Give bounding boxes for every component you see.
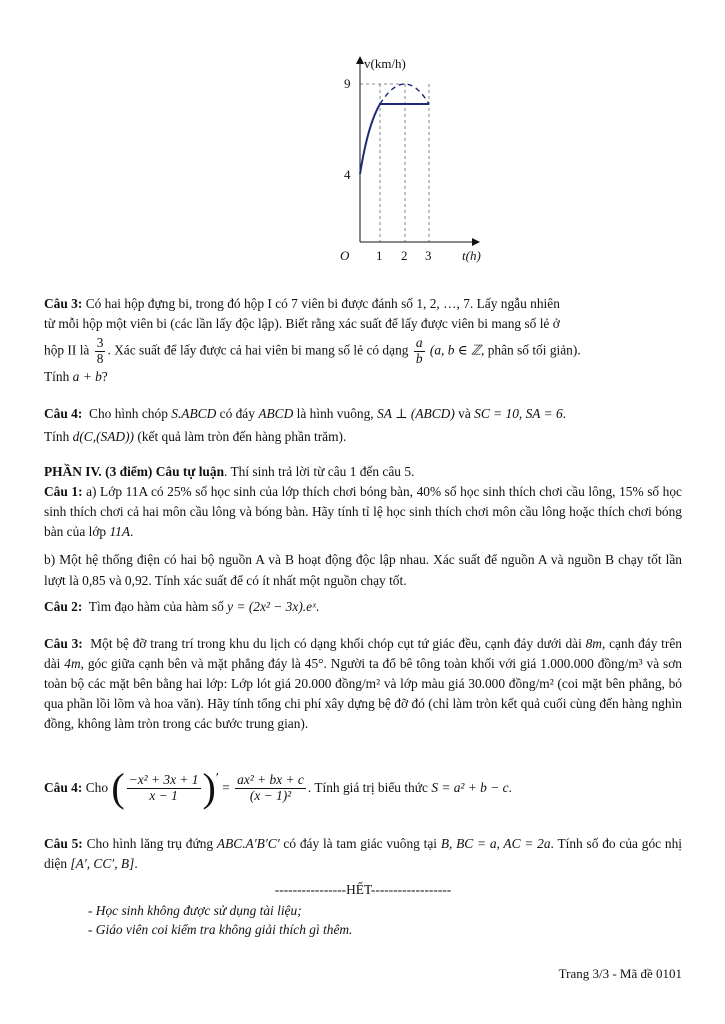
- part4-title: PHẦN IV. (3 điểm) Câu tự luận: [44, 464, 225, 479]
- q1-b: [44, 550, 682, 590]
- q4a-distance: d(C,(SAD)): [72, 429, 135, 445]
- q1-a: [44, 482, 682, 542]
- velocity-curve: [360, 104, 429, 174]
- q1-class: 11A: [109, 524, 131, 540]
- page-footer: Trang 3/3 - Mã đề 0101: [558, 966, 682, 981]
- q4-equals: =: [222, 779, 230, 795]
- q4-expr: S = a² + b − c: [431, 779, 509, 795]
- q1-label: Câu 1:: [44, 484, 83, 500]
- q3a-line3: [44, 336, 682, 366]
- q3a-text3b: . Xác suất để lấy được cả hai viên bi mang số lẻ có dạng: [107, 342, 409, 358]
- velocity-graph-svg: [280, 46, 530, 276]
- q5-label: Câu 5:: [44, 836, 83, 851]
- fraction-a-b: [414, 336, 425, 366]
- q2-label: Câu 2:: [44, 599, 83, 614]
- q3a-line2: [44, 314, 682, 334]
- q3a-line4: [44, 367, 682, 387]
- q3a-expr: a + b: [72, 368, 102, 384]
- q3a-text2: từ mỗi hộp một viên bi (các lần lấy độc lập). Biết rằng xác suất để lấy được viên bi mang số lẻ ở: [44, 316, 560, 332]
- q4-rhs-fraction: [235, 773, 306, 803]
- q3-text-a: Một bệ đỡ trang trí trong khu du lịch có dạng khối chóp cụt tứ giác đều, cạnh đáy dưới dài: [90, 636, 582, 651]
- q4-end: .: [508, 779, 512, 795]
- right-paren: ): [202, 765, 216, 810]
- q4a-label: Câu 4:: [44, 406, 83, 421]
- q3a-label: Câu 3:: [44, 296, 83, 311]
- x-tick-1: 1: [376, 248, 383, 263]
- note-1: - Học sinh không được sử dụng tài liệu;: [88, 903, 302, 918]
- q4a-math4: SC = 10, SA = 6: [474, 406, 563, 421]
- q4-text-a: Cho: [85, 779, 109, 795]
- q3a-text4b: ?: [101, 368, 108, 384]
- question-5-prism: [44, 834, 682, 874]
- q4a-text2a: Tính: [44, 429, 70, 445]
- q3a-line1: [44, 294, 682, 314]
- frac-den: x − 1: [149, 787, 178, 803]
- q3a-condition: (a, b ∈ ℤ: [429, 342, 482, 358]
- fraction-3-8: [95, 336, 106, 366]
- q4a-text1b: có đáy: [219, 406, 255, 421]
- frac-num: ax² + bx + c: [237, 771, 304, 787]
- frac-num: a: [415, 335, 423, 351]
- velocity-graph: [280, 46, 530, 276]
- x-tick-3: 3: [425, 248, 432, 263]
- q1-a-end: .: [130, 524, 134, 540]
- question-4-derivative-fraction: [44, 765, 682, 810]
- q3-text-c: , góc giữa cạnh bên và mặt phẳng đáy là 45°. Người ta đổ bê tông toàn khối với giá 1.000.000 đồng/m³ và sơn toàn bộ các mặt bên bằng hai lớp: Lớp lót giá 20.000 đồng/m² và lớp màu giá 30.000 đồng/m² (coi mặt bên phẳng, bỏ qua phần lồi lõm và hoa văn). Hãy tính tổng chi phí xây dựng bệ đỡ đó (chỉ làm tròn kết quả cuối cùng đến hàng nghìn đồng, không làm tròn trong các bước trung gian).: [44, 656, 682, 732]
- frac-den: 8: [96, 350, 104, 366]
- q4a-text1c: là hình vuông,: [296, 406, 374, 421]
- q5-end: .: [134, 856, 138, 872]
- frac-den: b: [415, 350, 423, 366]
- y-axis-label: v(km/h): [364, 56, 406, 71]
- q3-top-edge: 4m: [64, 656, 81, 672]
- q4a-line2: [44, 427, 682, 447]
- q2-text: Tìm đạo hàm của hàm số: [88, 599, 224, 614]
- q4a-line1: [44, 404, 682, 424]
- origin-label: O: [340, 248, 350, 263]
- q3-text-b: , cạnh đáy trên dài: [44, 636, 683, 672]
- y-tick-9: 9: [344, 76, 351, 91]
- q4a-text2b: (kết quả làm tròn đến hàng phần trăm).: [137, 429, 347, 445]
- y-tick-4: 4: [344, 167, 351, 182]
- q5-text-c: . Tính số đo của góc nhị diện: [44, 836, 682, 872]
- end-marker: ----------------HẾT------------------: [274, 882, 452, 897]
- q4a-text1d: và: [458, 406, 471, 421]
- q4-lhs-fraction: [127, 773, 201, 803]
- question-3-probability: [44, 294, 682, 387]
- question-3-truncated-pyramid: [44, 634, 682, 735]
- parabola-dashed-curve: [380, 84, 429, 104]
- frac-num: 3: [96, 335, 104, 351]
- q3a-text4a: Tính: [44, 368, 70, 384]
- x-axis-label: t(h): [462, 248, 481, 263]
- q4a-math2: ABCD: [258, 406, 294, 421]
- part4-heading: [44, 462, 682, 482]
- frac-den: (x − 1)²: [249, 787, 292, 803]
- q1-b-text: b) Một hệ thống điện có hai bộ nguồn A và B hoạt động độc lập nhau. Xác suất để nguồn A và nguồn B chạy tốt lần lượt là 0,85 và 0,92. Tính xác suất để có ít nhất một nguồn chạy tốt.: [44, 552, 682, 588]
- q2-formula: y = (2x² − 3x).eˣ: [227, 599, 316, 614]
- q4-text-b: . Tính giá trị biểu thức: [307, 779, 428, 795]
- q4a-math3: SA ⊥ (ABCD): [377, 406, 455, 421]
- frac-num: −x² + 3x + 1: [128, 771, 199, 787]
- q5-text-a: Cho hình lăng trụ đứng: [86, 836, 214, 851]
- q4a-text1e: .: [562, 406, 567, 421]
- x-tick-2: 2: [401, 248, 408, 263]
- q5-givens: B, BC = a, AC = 2a: [440, 836, 551, 851]
- note-2: - Giáo viên coi kiểm tra không giải thích gì thêm.: [88, 922, 353, 937]
- q3-bottom-edge: 8m: [585, 636, 602, 651]
- q5-prism: ABC.A′B′C′: [216, 836, 280, 851]
- q3a-text3d: , phân số tối giản).: [481, 342, 581, 358]
- q5-dihedral: [A′, CC′, B]: [70, 856, 135, 872]
- part-4-section: [44, 462, 682, 591]
- q4a-text1a: Cho hình chóp: [89, 406, 168, 421]
- q4-label: Câu 4:: [44, 779, 83, 795]
- q4a-math1: S.ABCD: [171, 406, 217, 421]
- question-2-derivative: [44, 597, 682, 617]
- q1-a-text: a) Lớp 11A có 25% số học sinh của lớp thích chơi bóng bàn, 40% số học sinh thích chơi cầu lông, 15% số học sinh thích chơi cả hai môn cầu lông và bóng bàn. Hãy tính tỉ lệ học sinh thích chơi môn cầu lông hoặc thích chơi bóng bàn của lớp: [44, 484, 682, 540]
- question-4-pyramid: [44, 404, 682, 447]
- exam-page: [44, 0, 682, 1024]
- left-paren: (: [111, 765, 125, 810]
- q3a-text3a: hộp II là: [44, 342, 90, 358]
- q2-end: .: [315, 599, 320, 614]
- q4-prime: ′: [215, 771, 219, 786]
- part4-intro: . Thí sinh trả lời từ câu 1 đến câu 5.: [224, 464, 415, 479]
- q3a-text1: Có hai hộp đựng bi, trong đó hộp I có 7 viên bi được đánh số 1, 2, …, 7. Lấy ngẫu nhiên: [85, 296, 560, 311]
- q3-label: Câu 3:: [44, 636, 83, 651]
- q5-text-b: có đáy là tam giác vuông tại: [283, 836, 438, 851]
